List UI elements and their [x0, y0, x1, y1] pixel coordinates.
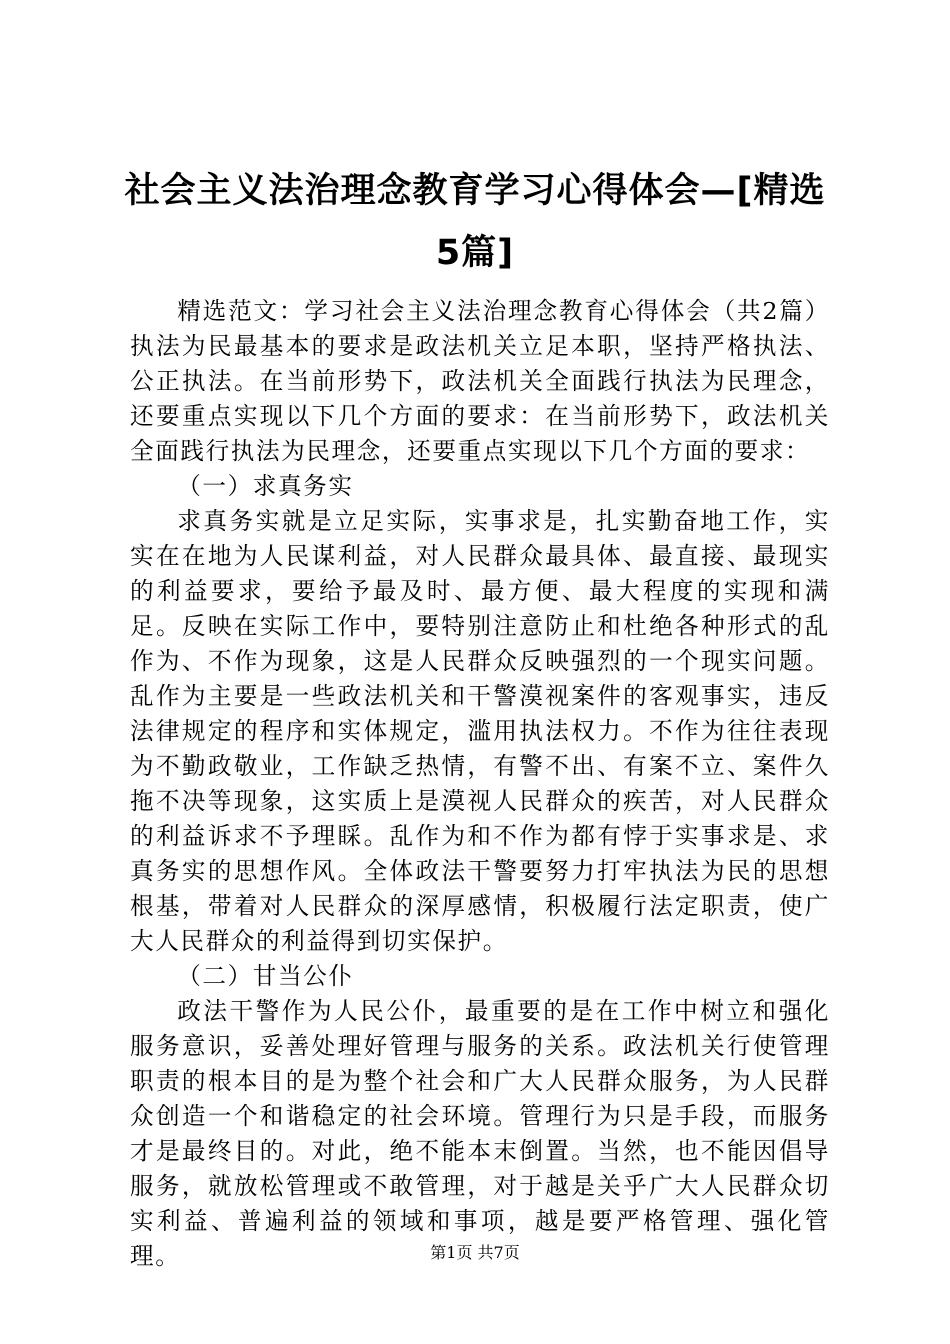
section-1-paragraph: 求真务实就是立足实际，实事求是，扎实勤奋地工作，实实在在地为人民谋利益，对人民群众最具体、最直接、最现实的利益要求，要给予最及时、最方便、最大程度的实现和满足。反映在实际工作中，要特别注意防止和杜绝各种形式的乱作为、不作为现象，这是人民群众反映强烈的一个现实问题。乱作为主要是一些政法机关和干警漠视案件的客观事实，违反法律规定的程序和实体规定，滥用执法权力。不作为往往表现为不勤政敬业，工作缺乏热情，有警不出、有案不立、案件久拖不决等现象，这实质上是漠视人民群众的疾苦，对人民群众的利益诉求不予理睬。乱作为和不作为都有悖于实事求是、求真务实的思想作风。全体政法干警要努力打牢执法为民的思想根基，带着对人民群众的深厚感情，积极履行法定职责，使广大人民群众的利益得到切实保护。 [130, 507, 830, 955]
document-body [130, 294, 830, 1274]
section-heading-1: （一）求真务实 [177, 472, 354, 500]
intro-paragraph: 精选范文：学习社会主义法治理念教育心得体会（共2篇）执法为民最基本的要求是政法机关立足本职，坚持严格执法、公正执法。在当前形势下，政法机关全面践行执法为民理念，还要重点实现以下几个方面的要求：在当前形势下，政法机关全面践行执法为民理念，还要重点实现以下几个方面的要求： [130, 297, 830, 465]
section-2-paragraph: 政法干警作为人民公仆，最重要的是在工作中树立和强化服务意识，妥善处理好管理与服务的关系。政法机关行使管理职责的根本目的是为整个社会和广大人民群众服务，为人民群众创造一个和谐稳定的社会环境。管理行为只是手段，而服务才是最终目的。对此，绝不能本末倒置。当然，也不能因倡导服务，就放松管理或不敢管理，对于越是关乎广大人民群众切实利益、普遍利益的领域和事项，越是要严格管理、强化管理。 [130, 997, 830, 1270]
document-title: 社会主义法治理念教育学习心得体会—[精选5篇] [124, 171, 826, 273]
page-footer: 第1页 共7页 [430, 1243, 520, 1262]
section-heading-2: （二）甘当公仆 [177, 962, 354, 990]
